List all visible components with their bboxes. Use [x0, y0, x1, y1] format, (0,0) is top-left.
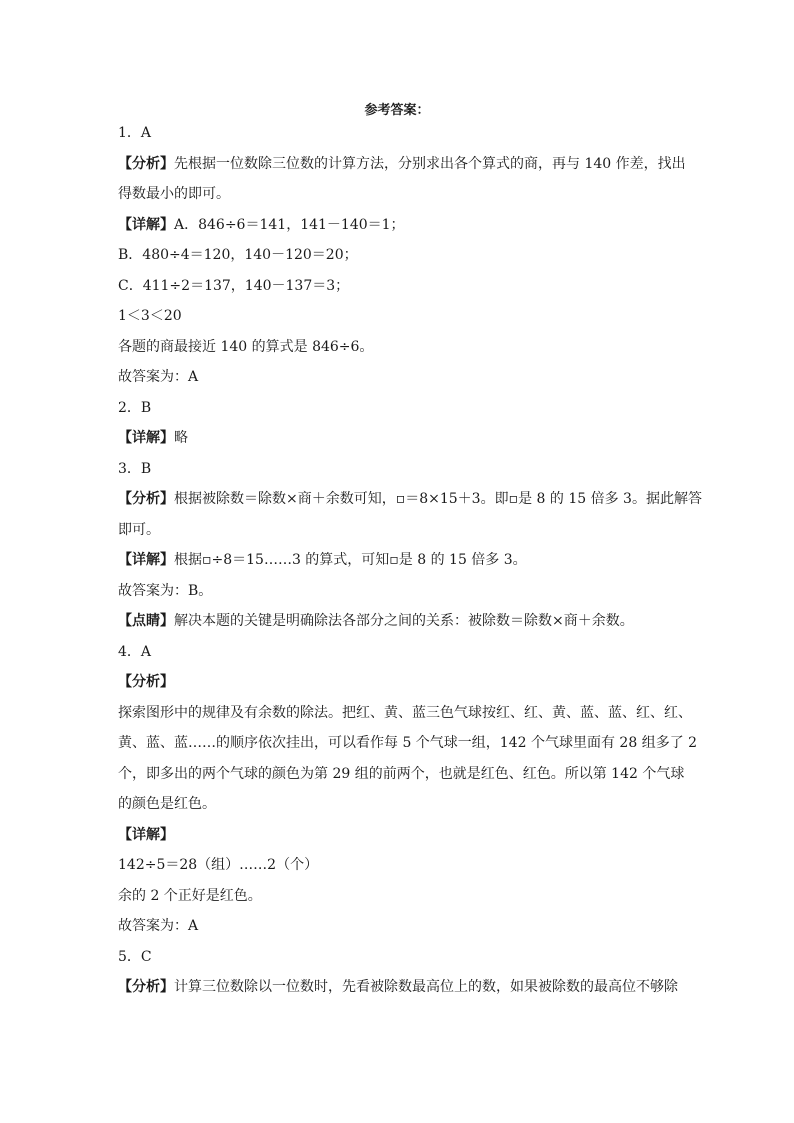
line-text: 计算三位数除以一位数时，先看被除数最高位上的数，如果被除数的最高位不够除: [174, 979, 678, 995]
page-title: 参考答案：: [364, 103, 430, 118]
line-text: 根据被除数＝除数×商＋余数可知，▫＝8×15＋3。即▫是 8 的 15 倍多 3。据此解答: [174, 491, 702, 507]
answer-line: [118, 429, 678, 447]
answer-line: [118, 460, 678, 478]
line-text: 得数最小的即可。: [118, 186, 230, 202]
line-text: 2．B: [118, 400, 152, 416]
section-tag: 【详解】: [118, 217, 174, 233]
line-text: 故答案为：B。: [118, 583, 213, 599]
line-text: 故答案为：A: [118, 369, 199, 385]
line-text: 各题的商最接近 140 的算式是 846÷6。: [118, 339, 374, 355]
section-tag: 【分析】: [118, 674, 174, 690]
answer-line: [118, 521, 678, 539]
line-text: 个，即多出的两个气球的颜色为第 29 组的前两个，也就是红色、红色。所以第 142 个气球: [118, 766, 685, 782]
answer-line: [118, 948, 678, 966]
answer-line: [118, 765, 685, 783]
answer-line: [118, 856, 678, 874]
line-text: A．846÷6＝141，141－140＝1；: [174, 217, 405, 233]
line-text: 142÷5＝28（组）……2（个）: [118, 857, 319, 873]
section-tag: 【详解】: [118, 552, 174, 568]
answer-line: [118, 490, 702, 508]
answer-line: [118, 704, 692, 722]
section-tag: 【详解】: [118, 430, 174, 446]
line-text: 余的 2 个正好是红色。: [118, 888, 262, 904]
answer-line: [118, 917, 678, 935]
answer-line: [118, 216, 678, 234]
answer-line: [118, 826, 678, 844]
answer-line: [118, 582, 678, 600]
answer-line: [118, 124, 678, 142]
answer-line: [118, 795, 678, 813]
answer-line: [118, 978, 678, 996]
answer-line: [118, 277, 678, 295]
answer-line: [118, 155, 686, 173]
line-text: 即可。: [118, 522, 160, 538]
line-text: 探索图形中的规律及有余数的除法。把红、黄、蓝三色气球按红、红、黄、蓝、蓝、红、红、: [118, 705, 692, 721]
line-text: 故答案为：A: [118, 918, 199, 934]
answer-line: [118, 307, 678, 325]
line-text: B．480÷4＝120，140－120＝20；: [118, 247, 358, 263]
answer-line: [118, 734, 698, 752]
line-text: 先根据一位数除三位数的计算方法，分别求出各个算式的商，再与 140 作差，找出: [174, 156, 686, 172]
line-text: 1．A: [118, 125, 152, 141]
line-text: 3．B: [118, 461, 152, 477]
answer-line: [118, 887, 678, 905]
line-text: 5．C: [118, 949, 152, 965]
section-tag: 【点睛】: [118, 613, 174, 629]
answer-line: [118, 612, 678, 630]
answer-line: [118, 551, 678, 569]
answer-line: [118, 246, 678, 264]
answer-line: [118, 368, 678, 386]
line-text: 根据▫÷8＝15……3 的算式，可知▫是 8 的 15 倍多 3。: [174, 552, 527, 568]
line-text: C．411÷2＝137，140－137＝3；: [118, 278, 350, 294]
answer-line: [118, 673, 678, 691]
line-text: 4．A: [118, 644, 152, 660]
answer-line: [118, 643, 678, 661]
answer-line: [118, 338, 678, 356]
line-text: 黄、蓝、蓝……的顺序依次挂出，可以看作每 5 个气球一组，142 个气球里面有 28 组多了 2: [118, 735, 698, 751]
section-tag: 【详解】: [118, 827, 174, 843]
line-text: 1＜3＜20: [118, 308, 182, 324]
line-text: 略: [174, 430, 188, 446]
section-tag: 【分析】: [118, 156, 174, 172]
answer-line: [118, 185, 678, 203]
line-text: 的颜色是红色。: [118, 796, 216, 812]
section-tag: 【分析】: [118, 979, 174, 995]
line-text: 解决本题的关键是明确除法各部分之间的关系：被除数＝除数×商＋余数。: [174, 613, 634, 629]
section-tag: 【分析】: [118, 491, 174, 507]
answer-line: [118, 399, 678, 417]
